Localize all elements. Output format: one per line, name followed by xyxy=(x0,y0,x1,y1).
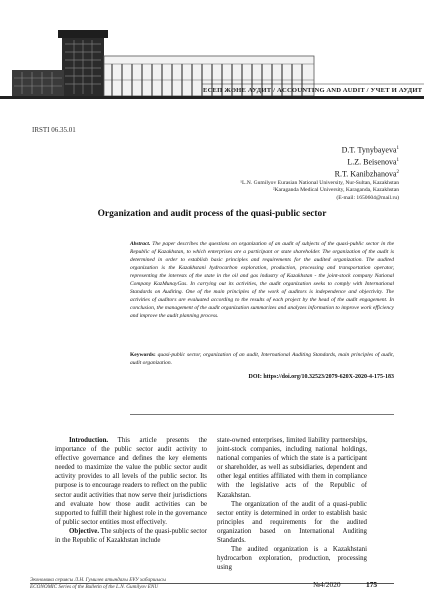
issue-number: №4/2020 xyxy=(313,580,341,589)
keywords-text: quasi-public sector, organization of an audit, International Auditing Standards, main principles of audit, audit organization. xyxy=(130,352,394,366)
paragraph: The organization of the audit of a quasi-public sector entity is determined in order to establish basic principles and requirements for the audited organization based on International Auditing Standards. xyxy=(217,500,367,545)
author: R.T. Kanibzhanova$^2$ xyxy=(334,169,399,179)
body-column-right xyxy=(217,436,367,572)
abstract-label: Abstract. xyxy=(130,241,151,247)
paragraph: Objective. The subjects of the quasi-public sector in the Republic of Kazakhstan include xyxy=(55,527,207,545)
paragraph: state-owned enterprises, limited liability partnerships, joint-stock companies, including national holdings, national companies of which the state is a participant or shareholder, as well as subsidiaries, dependent and other legal entities affiliated with them in compliance with the legislative acts of the Republic of Kazakhstan. xyxy=(217,437,367,499)
author: D.T. Tynybayeva$^1$ xyxy=(341,145,399,155)
header-building-graphic xyxy=(0,0,424,122)
author: L.Z. Beisenova$^1$ xyxy=(347,157,399,167)
paragraph: Introduction. This article presents the importance of the public sector audit activity to effective governance and defines the key elements needed to maximize the value the public sector audit activity provides to all levels of the public sector. Its purpose is to encourage readers to reflect on the public sector audit activities that now serve their jurisdictions and evaluate how those audit activities can be supported to fulfill their highest role in the governance of public sector entities most effectively. xyxy=(55,437,207,526)
journal-name-en: ECONOMIC Series of the Bulletin of the L.N. Gumilyov ENU xyxy=(30,583,159,590)
authors-block xyxy=(335,144,399,180)
paper-title: Organization and audit process of the quasi-public sector xyxy=(97,209,327,219)
affiliation: ²Karaganda Medical University, Karaganda, Kazakhstan xyxy=(272,187,399,194)
journal-name-kz: Экономика сериясы Л.Н. Гумилев атындағы ЕҰУ хабаршысы xyxy=(30,577,166,583)
abstract xyxy=(130,240,394,320)
abstract-divider xyxy=(130,414,394,415)
affiliation: ¹L.N. Gumilyov Eurasian National University, Nur-Sultan, Kazakhstan xyxy=(240,180,399,186)
keywords xyxy=(130,351,394,367)
doi-link[interactable]: DOI: https://doi.org/10.32523/2079-620X-2020-4-175-183 xyxy=(248,374,394,380)
author-email: (E-mail: 1650604@mail.ru) xyxy=(336,194,399,201)
irsti-code: IRSTI 06.35.01 xyxy=(32,126,76,134)
keywords-label: Keywords: xyxy=(130,352,156,358)
body-column-left xyxy=(55,436,207,545)
section-title: ЕСЕП ЖӘНЕ АУДИТ / ACCOUNTING AND AUDIT / УЧЕТ И АУДИТ xyxy=(203,87,423,94)
page-number: 175 xyxy=(366,580,378,589)
footer-journal xyxy=(30,577,166,590)
abstract-text: The paper describes the questions on organization of an audit of subjects of the quasi-public sector in the Republic of Kazakhstan, to which enterprises are a participant or state shareholder. The organization of the audit is determined in order to establish basic principles and requirements for the audited organization. The audited organization is the Kazakhstani hydrocarbon exploration, production, processing and transportation operator, representing the interests of the state in the oil and gas industry of Kazakhstan - the joint-stock company National Company KazMunayGas. In carrying out its activities, the audit organization seeks to comply with International Standards on Auditing. One of the main principles of the work of auditors is independence and objectivity. The activities of auditors are evaluated according to the results of each project by the head of the audit engagement. In conclusion, the management of the audit organization summarizes and analyzes information to improve work efficiency and improve the audit planning process. xyxy=(130,241,395,319)
affiliations-block xyxy=(240,180,399,202)
paragraph: The audited organization is a Kazakhstani hydrocarbon exploration, production, processing using xyxy=(217,546,367,572)
